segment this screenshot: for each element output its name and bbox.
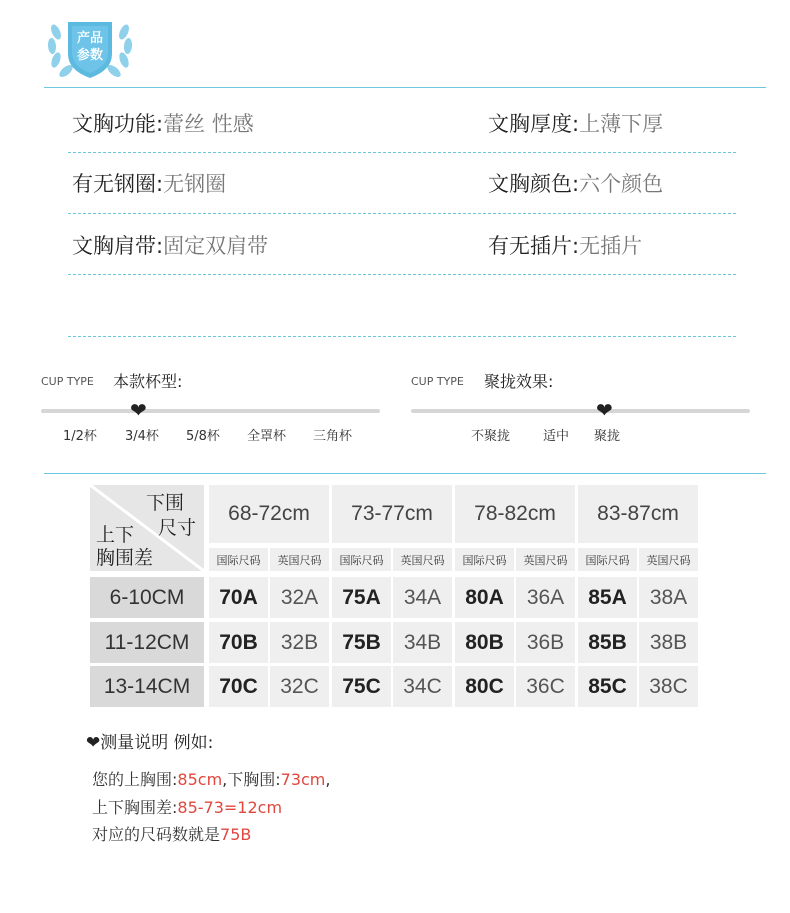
dashed-divider <box>68 152 736 153</box>
param-underwire <box>72 170 226 198</box>
param-thickness-key: 文胸厚度: <box>488 112 580 136</box>
note-text: , <box>325 770 331 789</box>
param-function-key: 文胸功能: <box>72 112 164 136</box>
note-line-2 <box>92 795 282 818</box>
table-cell: 32A <box>270 577 329 618</box>
range-header: 78-82cm <box>455 485 575 543</box>
table-cell: 32B <box>270 622 329 663</box>
table-cell: 38B <box>639 622 698 663</box>
sub-header-intl: 国际尺码 <box>578 548 637 571</box>
push-up-option: 适中 <box>543 429 570 444</box>
table-cell: 38C <box>639 666 698 707</box>
note-text: 您的上胸围: <box>92 770 178 789</box>
param-thickness-value: 上薄下厚 <box>579 112 664 136</box>
table-corner-header <box>90 485 204 571</box>
row-header: 6-10CM <box>90 577 204 618</box>
push-up-option: 不聚拢 <box>471 429 511 444</box>
cup-style-option: 5/8杯 <box>186 429 220 444</box>
cup-type-label: CUP TYPE <box>41 375 94 388</box>
cup-style-option: 全罩杯 <box>247 429 287 444</box>
param-insert <box>488 232 642 260</box>
range-header: 73-77cm <box>332 485 452 543</box>
cup-style-selected-heart-icon: ❤ <box>130 398 147 422</box>
table-cell: 80B <box>455 622 514 663</box>
badge-line-1: 产品 <box>76 31 103 46</box>
mid-divider <box>44 473 766 474</box>
table-cell: 85B <box>578 622 637 663</box>
table-cell: 85A <box>578 577 637 618</box>
corner-left-label: 上下 <box>96 524 135 546</box>
table-cell: 80C <box>455 666 514 707</box>
note-text: ,下胸围: <box>222 770 281 789</box>
table-cell: 85C <box>578 666 637 707</box>
push-up-option: 聚拢 <box>594 429 621 444</box>
table-cell: 38A <box>639 577 698 618</box>
sub-header-uk: 英国尺码 <box>270 548 329 571</box>
dashed-divider <box>68 274 736 275</box>
cup-style-option: 三角杯 <box>313 429 353 444</box>
param-thickness <box>488 110 663 138</box>
note-highlight: 73cm <box>280 770 326 789</box>
table-cell: 75A <box>332 577 391 618</box>
corner-top-label: 下围 <box>146 492 185 514</box>
top-divider <box>44 87 766 88</box>
param-color-key: 文胸颜色: <box>488 172 580 196</box>
measure-note-title-text: 测量说明 例如: <box>100 733 214 753</box>
param-color <box>488 170 663 198</box>
sub-header-intl: 国际尺码 <box>455 548 514 571</box>
table-cell: 70C <box>209 666 268 707</box>
param-function <box>72 110 254 138</box>
table-cell: 34B <box>393 622 452 663</box>
param-underwire-value: 无钢圈 <box>163 172 227 196</box>
sub-header-uk: 英国尺码 <box>639 548 698 571</box>
corner-top-label-2: 尺寸 <box>158 517 197 539</box>
cup-style-option: 1/2杯 <box>63 429 97 444</box>
table-cell: 75C <box>332 666 391 707</box>
table-cell: 36B <box>516 622 575 663</box>
push-up-selected-heart-icon: ❤ <box>596 398 613 422</box>
param-strap-value: 固定双肩带 <box>163 234 269 258</box>
row-header: 11-12CM <box>90 622 204 663</box>
cup-style-option: 3/4杯 <box>125 429 159 444</box>
table-cell: 34C <box>393 666 452 707</box>
note-highlight: 85-73=12cm <box>177 798 283 817</box>
table-cell: 36C <box>516 666 575 707</box>
badge-line-2: 参数 <box>76 48 103 63</box>
push-up-track <box>411 409 750 413</box>
sub-header-uk: 英国尺码 <box>516 548 575 571</box>
sub-header-intl: 国际尺码 <box>332 548 391 571</box>
sub-header-intl: 国际尺码 <box>209 548 268 571</box>
param-color-value: 六个颜色 <box>579 172 664 196</box>
note-highlight: 85cm <box>177 770 223 789</box>
range-header: 68-72cm <box>209 485 329 543</box>
measure-note-title <box>86 728 213 753</box>
table-cell: 80A <box>455 577 514 618</box>
cup-style-title: 本款杯型: <box>113 372 183 391</box>
param-function-value: 蕾丝 性感 <box>163 112 254 136</box>
param-insert-value: 无插片 <box>579 234 643 258</box>
cup-type-label: CUP TYPE <box>411 375 464 388</box>
table-cell: 34A <box>393 577 452 618</box>
sub-header-uk: 英国尺码 <box>393 548 452 571</box>
dashed-divider <box>68 213 736 214</box>
cup-style-track <box>41 409 380 413</box>
note-line-1 <box>92 767 330 790</box>
table-cell: 75B <box>332 622 391 663</box>
row-header: 13-14CM <box>90 666 204 707</box>
range-header: 83-87cm <box>578 485 698 543</box>
param-strap <box>72 232 268 260</box>
corner-left-label-2: 胸围差 <box>96 547 154 569</box>
note-highlight: 75B <box>220 825 252 844</box>
table-cell: 70B <box>209 622 268 663</box>
table-cell: 32C <box>270 666 329 707</box>
param-insert-key: 有无插片: <box>488 234 580 258</box>
table-cell: 70A <box>209 577 268 618</box>
note-text: 对应的尺码数就是 <box>92 825 221 844</box>
note-text: 上下胸围差: <box>92 798 178 817</box>
dashed-divider <box>68 336 736 337</box>
param-underwire-key: 有无钢圈: <box>72 172 164 196</box>
push-up-title: 聚拢效果: <box>484 372 554 391</box>
heart-icon: ❤ <box>86 733 101 753</box>
note-line-3 <box>92 822 251 845</box>
param-strap-key: 文胸肩带: <box>72 234 164 258</box>
product-params-badge <box>42 12 138 84</box>
table-cell: 36A <box>516 577 575 618</box>
